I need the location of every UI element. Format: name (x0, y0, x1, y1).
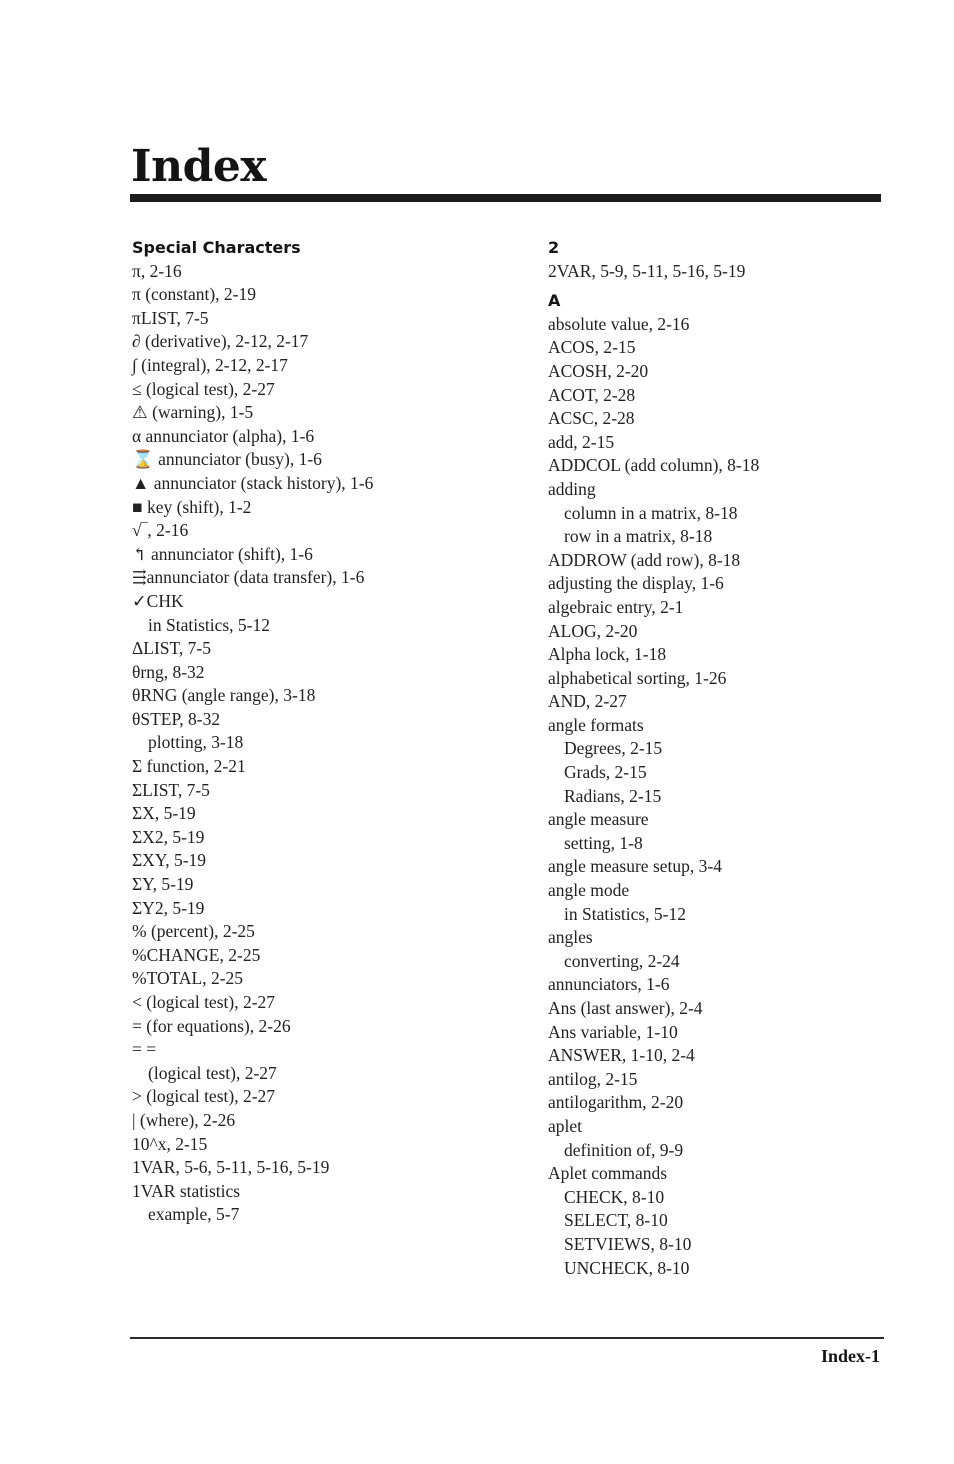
index-entry: Aplet commands (548, 1163, 668, 1184)
index-subentry: SETVIEWS, 8-10 (564, 1233, 692, 1254)
index-subentry: converting, 2-24 (564, 950, 680, 971)
index-entry: absolute value, 2-16 (548, 313, 690, 334)
title-rule (130, 194, 881, 202)
index-entry: %CHANGE, 2-25 (132, 944, 261, 965)
index-entry: Ans (last answer), 2-4 (548, 998, 703, 1018)
index-subentry: row in a matrix, 8-18 (564, 526, 713, 547)
index-entry: ALOG, 2-20 (548, 620, 638, 641)
index-subentry: UNCHECK, 8-10 (564, 1257, 690, 1278)
index-entry: alphabetical sorting, 1-26 (548, 667, 727, 688)
index-subentry: in Statistics, 5-12 (148, 614, 271, 635)
index-subentry: (logical test), 2-27 (148, 1062, 277, 1083)
index-entry: Σ function, 2-21 (132, 756, 246, 777)
index-entry: π, 2-16 (132, 260, 182, 281)
index-entry: aplet (548, 1115, 583, 1136)
index-entry: ADDROW (add row), 8-18 (548, 549, 741, 570)
index-entry: ΣX, 5-19 (132, 803, 196, 824)
index-entry: π (constant), 2-19 (132, 284, 257, 305)
index-entry: ACOT, 2-28 (548, 384, 636, 405)
index-entry: Alpha lock, 1-18 (548, 644, 667, 665)
index-entry: = = (132, 1039, 157, 1060)
index-entry: ANSWER, 1-10, 2-4 (548, 1045, 695, 1066)
index-subentry: definition of, 9-9 (564, 1139, 684, 1160)
index-entry: √‾, 2-16 (132, 520, 189, 541)
index-entry: ▲ annunciator (stack history), 1-6 (132, 472, 374, 493)
index-entry: adding (548, 478, 596, 499)
index-column-right (548, 236, 908, 1280)
index-entry: 2VAR, 5-9, 5-11, 5-16, 5-19 (548, 260, 746, 281)
index-entry: ⚠ (warning), 1-5 (132, 402, 254, 423)
index-entry: angles (548, 927, 593, 948)
index-entry: % (percent), 2-25 (132, 921, 255, 942)
index-entry: angle measure (548, 809, 649, 830)
index-entry: 1VAR statistics (132, 1180, 241, 1201)
index-entry: ∂ (derivative), 2-12, 2-17 (132, 331, 309, 352)
index-entry: ΣY2, 5-19 (132, 897, 205, 918)
index-subentry: example, 5-7 (148, 1204, 240, 1225)
index-entry: AND, 2-27 (548, 691, 627, 712)
index-entry: θrng, 8-32 (132, 661, 205, 682)
index-section-heading: 2 (548, 238, 560, 257)
index-subentry: Grads, 2-15 (564, 762, 647, 783)
index-entry: ΣXY, 5-19 (132, 850, 207, 871)
index-subentry: Radians, 2-15 (564, 785, 662, 806)
index-entry: α annunciator (alpha), 1-6 (132, 425, 315, 446)
index-subentry: Degrees, 2-15 (564, 738, 663, 759)
index-entry: ⌛ annunciator (busy), 1-6 (132, 449, 322, 470)
index-entry: angle formats (548, 714, 644, 735)
index-entry: 10^x, 2-15 (132, 1133, 208, 1154)
index-entry: θRNG (angle range), 3-18 (132, 685, 316, 706)
page-title: Index (131, 141, 267, 192)
index-entry: Ans variable, 1-10 (548, 1021, 678, 1042)
index-entry: < (logical test), 2-27 (132, 992, 276, 1012)
index-entry: θSTEP, 8-32 (132, 708, 221, 729)
index-subentry: plotting, 3-18 (148, 732, 244, 753)
index-entry: %TOTAL, 2-25 (132, 968, 244, 989)
index-entry: > (logical test), 2-27 (132, 1086, 276, 1107)
index-entry: ACOSH, 2-20 (548, 360, 649, 381)
index-entry: algebraic entry, 2-1 (548, 596, 684, 617)
index-entry: antilog, 2-15 (548, 1068, 638, 1089)
index-entry: adjusting the display, 1-6 (548, 573, 724, 594)
index-entry: ≤ (logical test), 2-27 (132, 378, 275, 399)
index-entry: angle measure setup, 3-4 (548, 856, 722, 877)
index-entry: = (for equations), 2-26 (132, 1015, 291, 1036)
index-section-heading: A (548, 291, 561, 311)
index-subentry: SELECT, 8-10 (564, 1210, 668, 1231)
index-entry: ΣY, 5-19 (132, 874, 194, 895)
index-subentry: setting, 1-8 (564, 832, 643, 853)
index-entry: ΣLIST, 7-5 (132, 779, 210, 800)
index-subentry: in Statistics, 5-12 (564, 903, 687, 924)
index-entry: add, 2-15 (548, 431, 615, 452)
page-number: Index-1 (820, 1346, 880, 1366)
index-entry: ADDCOL (add column), 8-18 (548, 455, 760, 476)
index-entry: ∫ (integral), 2-12, 2-17 (132, 354, 288, 375)
index-entry: ↰ annunciator (shift), 1-6 (132, 543, 313, 564)
index-subentry: CHECK, 8-10 (564, 1186, 665, 1207)
index-entry: ⇶annunciator (data transfer), 1-6 (132, 567, 365, 588)
index-subentry: column in a matrix, 8-18 (564, 502, 738, 523)
index-entry: | (where), 2-26 (132, 1109, 236, 1130)
index-entry: ✓CHK (132, 590, 184, 611)
index-entry: antilogarithm, 2-20 (548, 1092, 684, 1113)
footer-rule (130, 1337, 884, 1339)
index-entry: ΔLIST, 7-5 (132, 638, 211, 659)
index-section-heading: Special Characters (132, 238, 301, 257)
index-entry: 1VAR, 5-6, 5-11, 5-16, 5-19 (132, 1157, 330, 1178)
index-entry: ■ key (shift), 1-2 (132, 496, 252, 517)
index-entry: πLIST, 7-5 (132, 307, 209, 328)
index-entry: ACSC, 2-28 (548, 408, 635, 429)
index-entry: angle mode (548, 880, 630, 901)
index-entry: ACOS, 2-15 (548, 337, 636, 358)
index-entry: ΣX2, 5-19 (132, 826, 205, 847)
index-entry: annunciators, 1-6 (548, 974, 670, 995)
index-column-left (132, 236, 492, 1227)
